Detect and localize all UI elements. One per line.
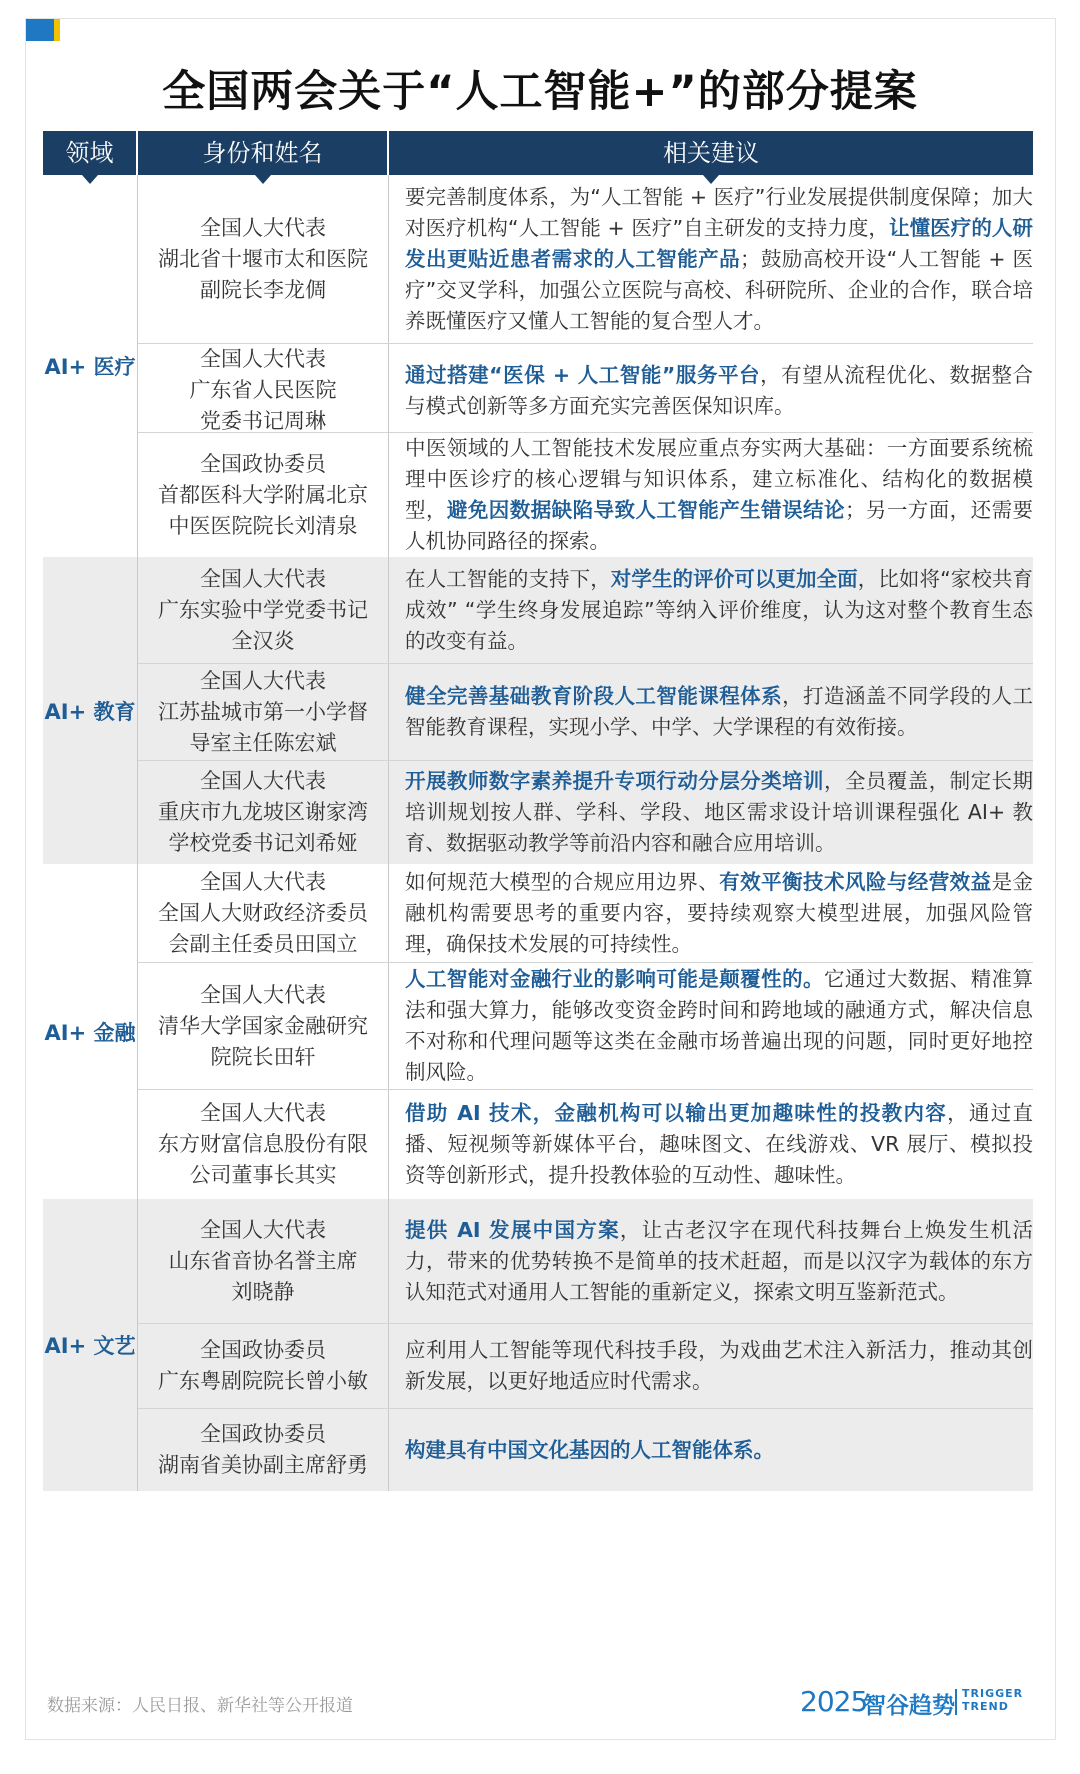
proposal-highlight: 开展教师数字素养提升专项行动分层分类培训 bbox=[405, 769, 824, 793]
identity-cell bbox=[138, 864, 389, 962]
table-row bbox=[138, 664, 1033, 761]
proposal-highlight: 构建具有中国文化基因的人工智能体系。 bbox=[405, 1437, 774, 1462]
brand-name: 智谷趋势 bbox=[863, 1693, 955, 1719]
header-arrow-icon bbox=[255, 175, 271, 184]
identity-line: 公司董事长其实 bbox=[189, 1163, 337, 1187]
identity-cell bbox=[138, 963, 389, 1089]
brand-logo bbox=[800, 1683, 1030, 1723]
domain-rows bbox=[138, 175, 1033, 557]
identity-line: 会副主任委员田国立 bbox=[168, 931, 358, 956]
proposal-highlight: 避免因数据缺陷导致人工智能产生错误结论 bbox=[446, 498, 845, 522]
proposal-text bbox=[405, 964, 1033, 1088]
identity-line: 导室主任陈宏斌 bbox=[189, 730, 337, 755]
proposal-text bbox=[405, 1098, 1033, 1191]
proposal-segment: ，比如将“家校共育成效” “学生终身发展追踪”等纳入评价维度，认为这对整个教育生态的改变有益。 bbox=[405, 566, 1034, 653]
domain-rows bbox=[138, 864, 1033, 1199]
proposal-text bbox=[405, 867, 1033, 960]
proposal-cell bbox=[389, 963, 1033, 1089]
identity-cell bbox=[138, 664, 389, 760]
header-domain-label: 领域 bbox=[65, 139, 114, 167]
identity-cell bbox=[138, 557, 389, 663]
table-row bbox=[138, 963, 1033, 1090]
data-source-note: 数据来源：人民日报、新华社等公开报道 bbox=[47, 1696, 353, 1716]
table-row bbox=[138, 1409, 1033, 1491]
table-body bbox=[43, 175, 1033, 1491]
proposal-highlight: 让懂医疗的人研发出更贴近患者需求的人工智能产品 bbox=[405, 215, 1034, 271]
identity-cell bbox=[138, 433, 389, 557]
header-identity-label: 身份和姓名 bbox=[202, 139, 323, 167]
identity-cell bbox=[138, 1090, 389, 1199]
proposal-segment: ；鼓励高校开设“人工智能 + 医疗”交叉学科，加强公立医院与高校、科研院所、企业的合作，联合培养既懂医疗又懂人工智能的复合型人才。 bbox=[405, 246, 1033, 333]
header-identity bbox=[138, 131, 389, 175]
identity-line: 全国人大代表 bbox=[200, 769, 326, 793]
proposal-table bbox=[43, 131, 1033, 1491]
identity-line: 全国政协委员 bbox=[200, 1422, 326, 1446]
proposal-cell bbox=[389, 664, 1033, 760]
proposal-cell bbox=[389, 344, 1033, 437]
identity-line: 全国人大代表 bbox=[200, 215, 326, 240]
proposal-cell bbox=[389, 864, 1033, 962]
proposal-segment: ，全员覆盖，制定长期培训规划按人群、学科、学段、地区需求设计培训课程强化 AI+ 教育、数据驱动教学等前沿内容和融合应用培训。 bbox=[405, 769, 1034, 855]
identity-line: 首都医科大学附属北京 bbox=[158, 482, 368, 507]
identity-line: 全汉炎 bbox=[231, 628, 295, 653]
proposal-segment: 要完善制度体系，为“人工智能 + 医疗”行业发展提供制度保障；加大对医疗机构“人工智能 + 医疗”自主研发的支持力度， bbox=[405, 184, 1033, 240]
identity-line: 全国人大代表 bbox=[200, 869, 326, 894]
identity-line: 全国人大代表 bbox=[200, 668, 326, 693]
identity-line: 清华大学国家金融研究 bbox=[158, 1013, 368, 1038]
proposal-segment: ，有望从流程优化、数据整合与模式创新等多方面充实完善医保知识库。 bbox=[405, 362, 1033, 418]
identity-cell bbox=[138, 1409, 389, 1491]
proposal-highlight: 人工智能对金融行业的影响可能是颠覆性的。 bbox=[405, 967, 824, 991]
identity-line: 湖北省十堰市太和医院 bbox=[158, 246, 368, 271]
proposal-segment: 是金融机构需要思考的重要内容，要持续观察大模型进展，加强风险管理，确保技术发展的可持续性。 bbox=[405, 869, 1034, 956]
table-row bbox=[138, 1324, 1033, 1409]
identity-line: 重庆市九龙坡区谢家湾 bbox=[158, 800, 368, 824]
corner-logo-mark bbox=[26, 19, 60, 41]
header-proposal bbox=[389, 131, 1033, 175]
domain-section bbox=[43, 557, 1033, 864]
proposal-segment: 在人工智能的支持下， bbox=[405, 566, 611, 591]
proposal-cell bbox=[389, 1199, 1033, 1323]
identity-line: 山东省音协名誉主席 bbox=[168, 1248, 358, 1273]
proposal-highlight: 健全完善基础教育阶段人工智能课程体系 bbox=[405, 684, 783, 708]
page-title: 全国两会关于“人工智能+”的部分提案 bbox=[162, 67, 918, 117]
proposal-segment: 中医领域的人工智能技术发展应重点夯实两大基础：一方面要系统梳理中医诊疗的核心逻辑与知识体系，建立标准化、结构化的数据模型， bbox=[405, 436, 1033, 522]
identity-line: 江苏盐城市第一小学督 bbox=[158, 699, 368, 724]
domain-section bbox=[43, 175, 1033, 557]
identity-line: 湖南省美协副主席舒勇 bbox=[158, 1453, 368, 1477]
proposal-cell bbox=[389, 433, 1033, 557]
identity-line: 东方财富信息股份有限 bbox=[158, 1132, 368, 1156]
table-row bbox=[138, 761, 1033, 864]
identity-line: 广东实验中学党委书记 bbox=[158, 597, 368, 622]
header-arrow-icon bbox=[703, 175, 719, 184]
table-row bbox=[138, 433, 1033, 557]
identity-line: 全国人大代表 bbox=[200, 1101, 326, 1125]
proposal-text bbox=[405, 766, 1033, 859]
domain-rows bbox=[138, 1199, 1033, 1491]
brand-english-line-2: TREND bbox=[962, 1700, 1009, 1713]
identity-line: 刘晓静 bbox=[231, 1279, 295, 1304]
identity-line: 学校党委书记刘希娅 bbox=[168, 831, 358, 855]
identity-line: 党委书记周琳 bbox=[200, 409, 326, 433]
identity-line: 全国人大代表 bbox=[200, 982, 326, 1007]
proposal-segment: 应利用人工智能等现代科技手段，为戏曲艺术注入新活力，推动其创新发展，以更好地适应时代需求。 bbox=[405, 1338, 1033, 1393]
proposal-cell bbox=[389, 1324, 1033, 1408]
proposal-text bbox=[405, 1435, 1033, 1466]
domain-label: AI+ 医疗 bbox=[43, 175, 138, 557]
table-row bbox=[138, 1090, 1033, 1199]
proposal-cell bbox=[389, 1090, 1033, 1199]
corner-blue-block bbox=[26, 19, 54, 41]
proposal-text bbox=[405, 564, 1033, 657]
header-arrow-icon bbox=[82, 175, 98, 184]
table-row bbox=[138, 557, 1033, 664]
proposal-cell bbox=[389, 175, 1033, 343]
domain-label: AI+ 文艺 bbox=[43, 1199, 138, 1491]
identity-line: 广东粤剧院院长曾小敏 bbox=[158, 1369, 368, 1393]
identity-line: 中医医院院长刘清泉 bbox=[168, 513, 358, 538]
brand-english-line-1: TRIGGER bbox=[962, 1687, 1024, 1700]
domain-section bbox=[43, 1199, 1033, 1491]
proposal-highlight: 提供 AI 发展中国方案 bbox=[405, 1217, 620, 1242]
proposal-segment: ，通过直播、短视频等新媒体平台，趣味图文、在线游戏、VR 展厅、模拟投资等创新形式，提升投教体验的互动性、趣味性。 bbox=[405, 1101, 1034, 1187]
proposal-text bbox=[405, 681, 1033, 743]
proposal-highlight: 借助 AI 技术，金融机构可以输出更加趣味性的投教内容 bbox=[405, 1101, 948, 1125]
proposal-segment: 它通过大数据、精准算法和强大算力，能够改变资金跨时间和跨地域的融通方式，解决信息不对称和代理问题等这类在金融市场普遍出现的问题，同时更好地控制风险。 bbox=[405, 967, 1034, 1084]
proposal-highlight: 对学生的评价可以更加全面 bbox=[610, 566, 858, 591]
proposal-highlight: 有效平衡技术风险与经营效益 bbox=[719, 869, 992, 894]
table-row bbox=[138, 344, 1033, 433]
identity-cell bbox=[138, 1199, 389, 1323]
identity-cell bbox=[138, 761, 389, 864]
proposal-cell bbox=[389, 761, 1033, 864]
proposal-cell bbox=[389, 1409, 1033, 1491]
domain-section bbox=[43, 864, 1033, 1199]
proposal-text bbox=[405, 1335, 1033, 1397]
identity-line: 全国人大代表 bbox=[200, 347, 326, 371]
proposal-cell bbox=[389, 557, 1033, 663]
identity-line: 院院长田轩 bbox=[210, 1044, 316, 1069]
proposal-segment: ；另一方面，还需要人机协同路径的探索。 bbox=[405, 498, 1034, 553]
proposal-text bbox=[405, 1215, 1033, 1308]
proposal-text bbox=[405, 360, 1033, 422]
corner-yellow-stripe bbox=[54, 19, 60, 41]
brand-divider bbox=[955, 1689, 957, 1715]
table-header bbox=[43, 131, 1033, 175]
table-row bbox=[138, 1199, 1033, 1324]
proposal-segment: ，让古老汉字在现代科技舞台上焕发生机活力，带来的优势转换不是简单的技术赶超，而是以汉字为载体的东方认知范式对通用人工智能的重新定义，探索文明互鉴新范式。 bbox=[405, 1217, 1033, 1304]
identity-line: 全国人大代表 bbox=[200, 566, 326, 591]
domain-label: AI+ 教育 bbox=[43, 557, 138, 864]
header-proposal-label: 相关建议 bbox=[663, 139, 759, 167]
identity-line: 全国政协委员 bbox=[200, 451, 326, 476]
header-domain bbox=[43, 131, 138, 175]
identity-cell bbox=[138, 1324, 389, 1408]
identity-line: 全国人大财政经济委员 bbox=[158, 900, 368, 925]
table-row bbox=[138, 864, 1033, 963]
proposal-segment: 如何规范大模型的合规应用边界、 bbox=[405, 869, 720, 894]
proposal-text bbox=[405, 433, 1033, 557]
domain-label: AI+ 金融 bbox=[43, 864, 138, 1199]
proposal-highlight: 通过搭建“医保 + 人工智能”服务平台 bbox=[405, 362, 761, 387]
identity-line: 副院长李龙倜 bbox=[200, 277, 326, 302]
identity-line: 全国人大代表 bbox=[200, 1217, 326, 1242]
domain-rows bbox=[138, 557, 1033, 864]
brand-english bbox=[962, 1687, 1023, 1713]
proposal-text bbox=[405, 182, 1033, 337]
proposal-segment: ，打造涵盖不同学段的人工智能教育课程，实现小学、中学、大学课程的有效衔接。 bbox=[405, 684, 1034, 739]
identity-line: 广东省人民医院 bbox=[189, 378, 337, 402]
identity-cell bbox=[138, 175, 389, 343]
identity-line: 全国政协委员 bbox=[200, 1338, 326, 1362]
identity-cell bbox=[138, 344, 389, 437]
brand-year: 2025 bbox=[800, 1685, 868, 1718]
table-row bbox=[138, 175, 1033, 344]
